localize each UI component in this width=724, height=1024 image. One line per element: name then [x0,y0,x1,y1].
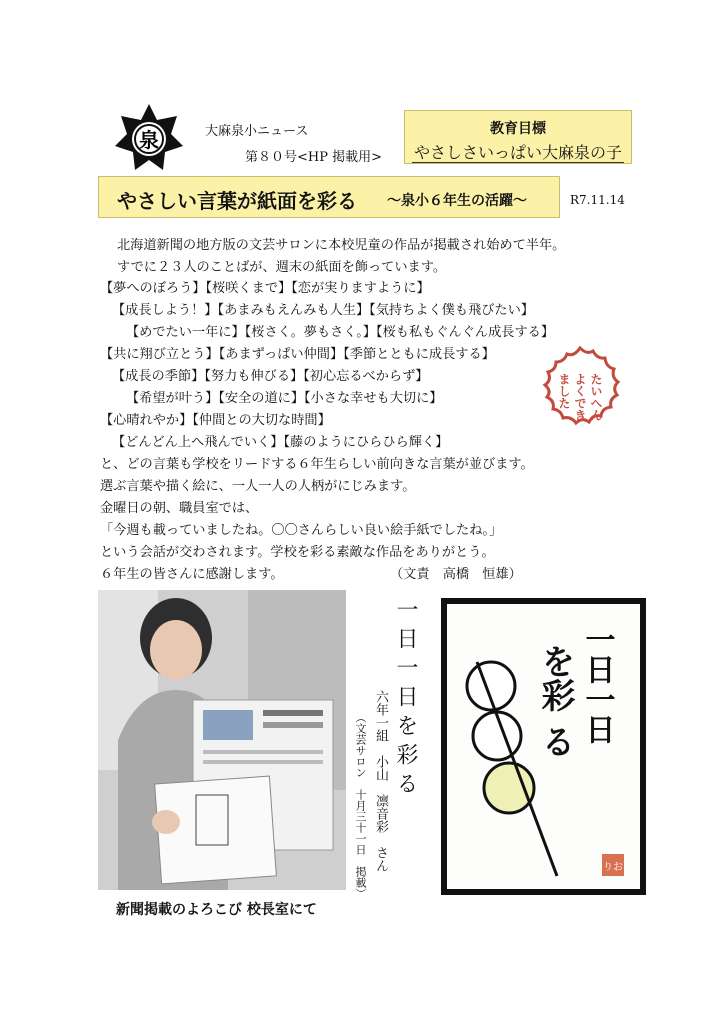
body-line: すでに２３人のことばが、週末の紙面を飾っています。 [117,260,447,275]
body-line: 【夢へのぼろう】【桜咲くまで】【恋が実りますように】 [100,281,430,296]
body-line: 金曜日の朝、職員室では、 [100,501,259,516]
body-line: という会話が交わされます。学校を彩る素敵な作品をありがとう。 [100,545,495,560]
body-line: 【成長の季節】【努力も伸びる】【初心忘るべからず】 [112,369,429,384]
school-emblem [113,102,185,174]
issue-number: 第８０号<HP 掲載用> [245,150,383,165]
goal-text: やさしさいっぱい大麻泉の子 [413,143,622,162]
headline-box [98,176,560,218]
body-line: 【どんどん上へ飛んでいく】【藤のようにひらひら輝く】 [112,435,449,450]
picture-letter-artwork [441,598,646,895]
praise-stamp [535,345,625,435]
body-line: 【成長しよう！】【あまみもえんみも人生】【気持ちよく僕も飛びたい】 [112,303,534,318]
poem-credit: （文芸サロン 十月三十一日 掲載） [354,712,367,899]
education-goal-box [404,110,632,164]
goal-title: 教育目標 [490,121,546,137]
headline-title: やさしい言葉が紙面を彩る [117,189,357,213]
photo-caption: 新聞掲載のよろこび 校長室にて [116,902,317,918]
body-line: 北海道新聞の地方版の文芸サロンに本校児童の作品が掲載され始めて半年。 [117,238,566,253]
body-line: 【共に翔び立とう】【あまずっぱい仲間】【季節とともに成長する】 [100,347,495,362]
stamp-line: よくでき [573,373,587,421]
body-line: 選ぶ言葉や描く絵に、一人一人の人柄がにじみます。 [100,479,416,494]
poem-title: 一日一日を彩る [393,598,418,801]
calligraphy-line: を彩 [535,644,575,712]
body-line: と、どの言葉も学校をリードする６年生らしい前向きな言葉が並びます。 [100,457,534,472]
body-line: ６年生の皆さんに感謝します。 [100,567,284,582]
body-line: 【心晴れやか】【仲間との大切な時間】 [100,413,331,428]
dango-painting [447,604,640,889]
emblem-glyph: 泉 [139,128,159,152]
school-news-label: 大麻泉小ニュース [205,124,309,139]
poem-author: 六年一組 小山 凛音彩 さん [373,690,388,872]
author-credit: （文責 高橋 恒雄） [390,567,522,582]
newspaper-photo [98,590,346,890]
artwork-seal: りお [603,862,623,873]
stamp-line: ました [557,373,571,409]
student-with-newspaper-image [98,590,346,890]
headline-subtitle: ～泉小６年生の活躍～ [387,193,527,209]
body-line: 【希望が叶う】【安全の道に】【小さな幸せも大切に】 [126,391,443,406]
body-line: 【めでたい一年に】【桜さく。夢もさく。】【桜も私もぐんぐん成長する】 [126,325,555,340]
body-line: 「今週も載っていましたね。〇〇さんらしい良い絵手紙でしたね。」 [100,523,503,538]
calligraphy-line: る [535,724,575,758]
stamp-line: たいへん [589,373,603,421]
calligraphy-line: 一日一日 [579,624,615,744]
issue-date: R7.11.14 [570,193,625,207]
